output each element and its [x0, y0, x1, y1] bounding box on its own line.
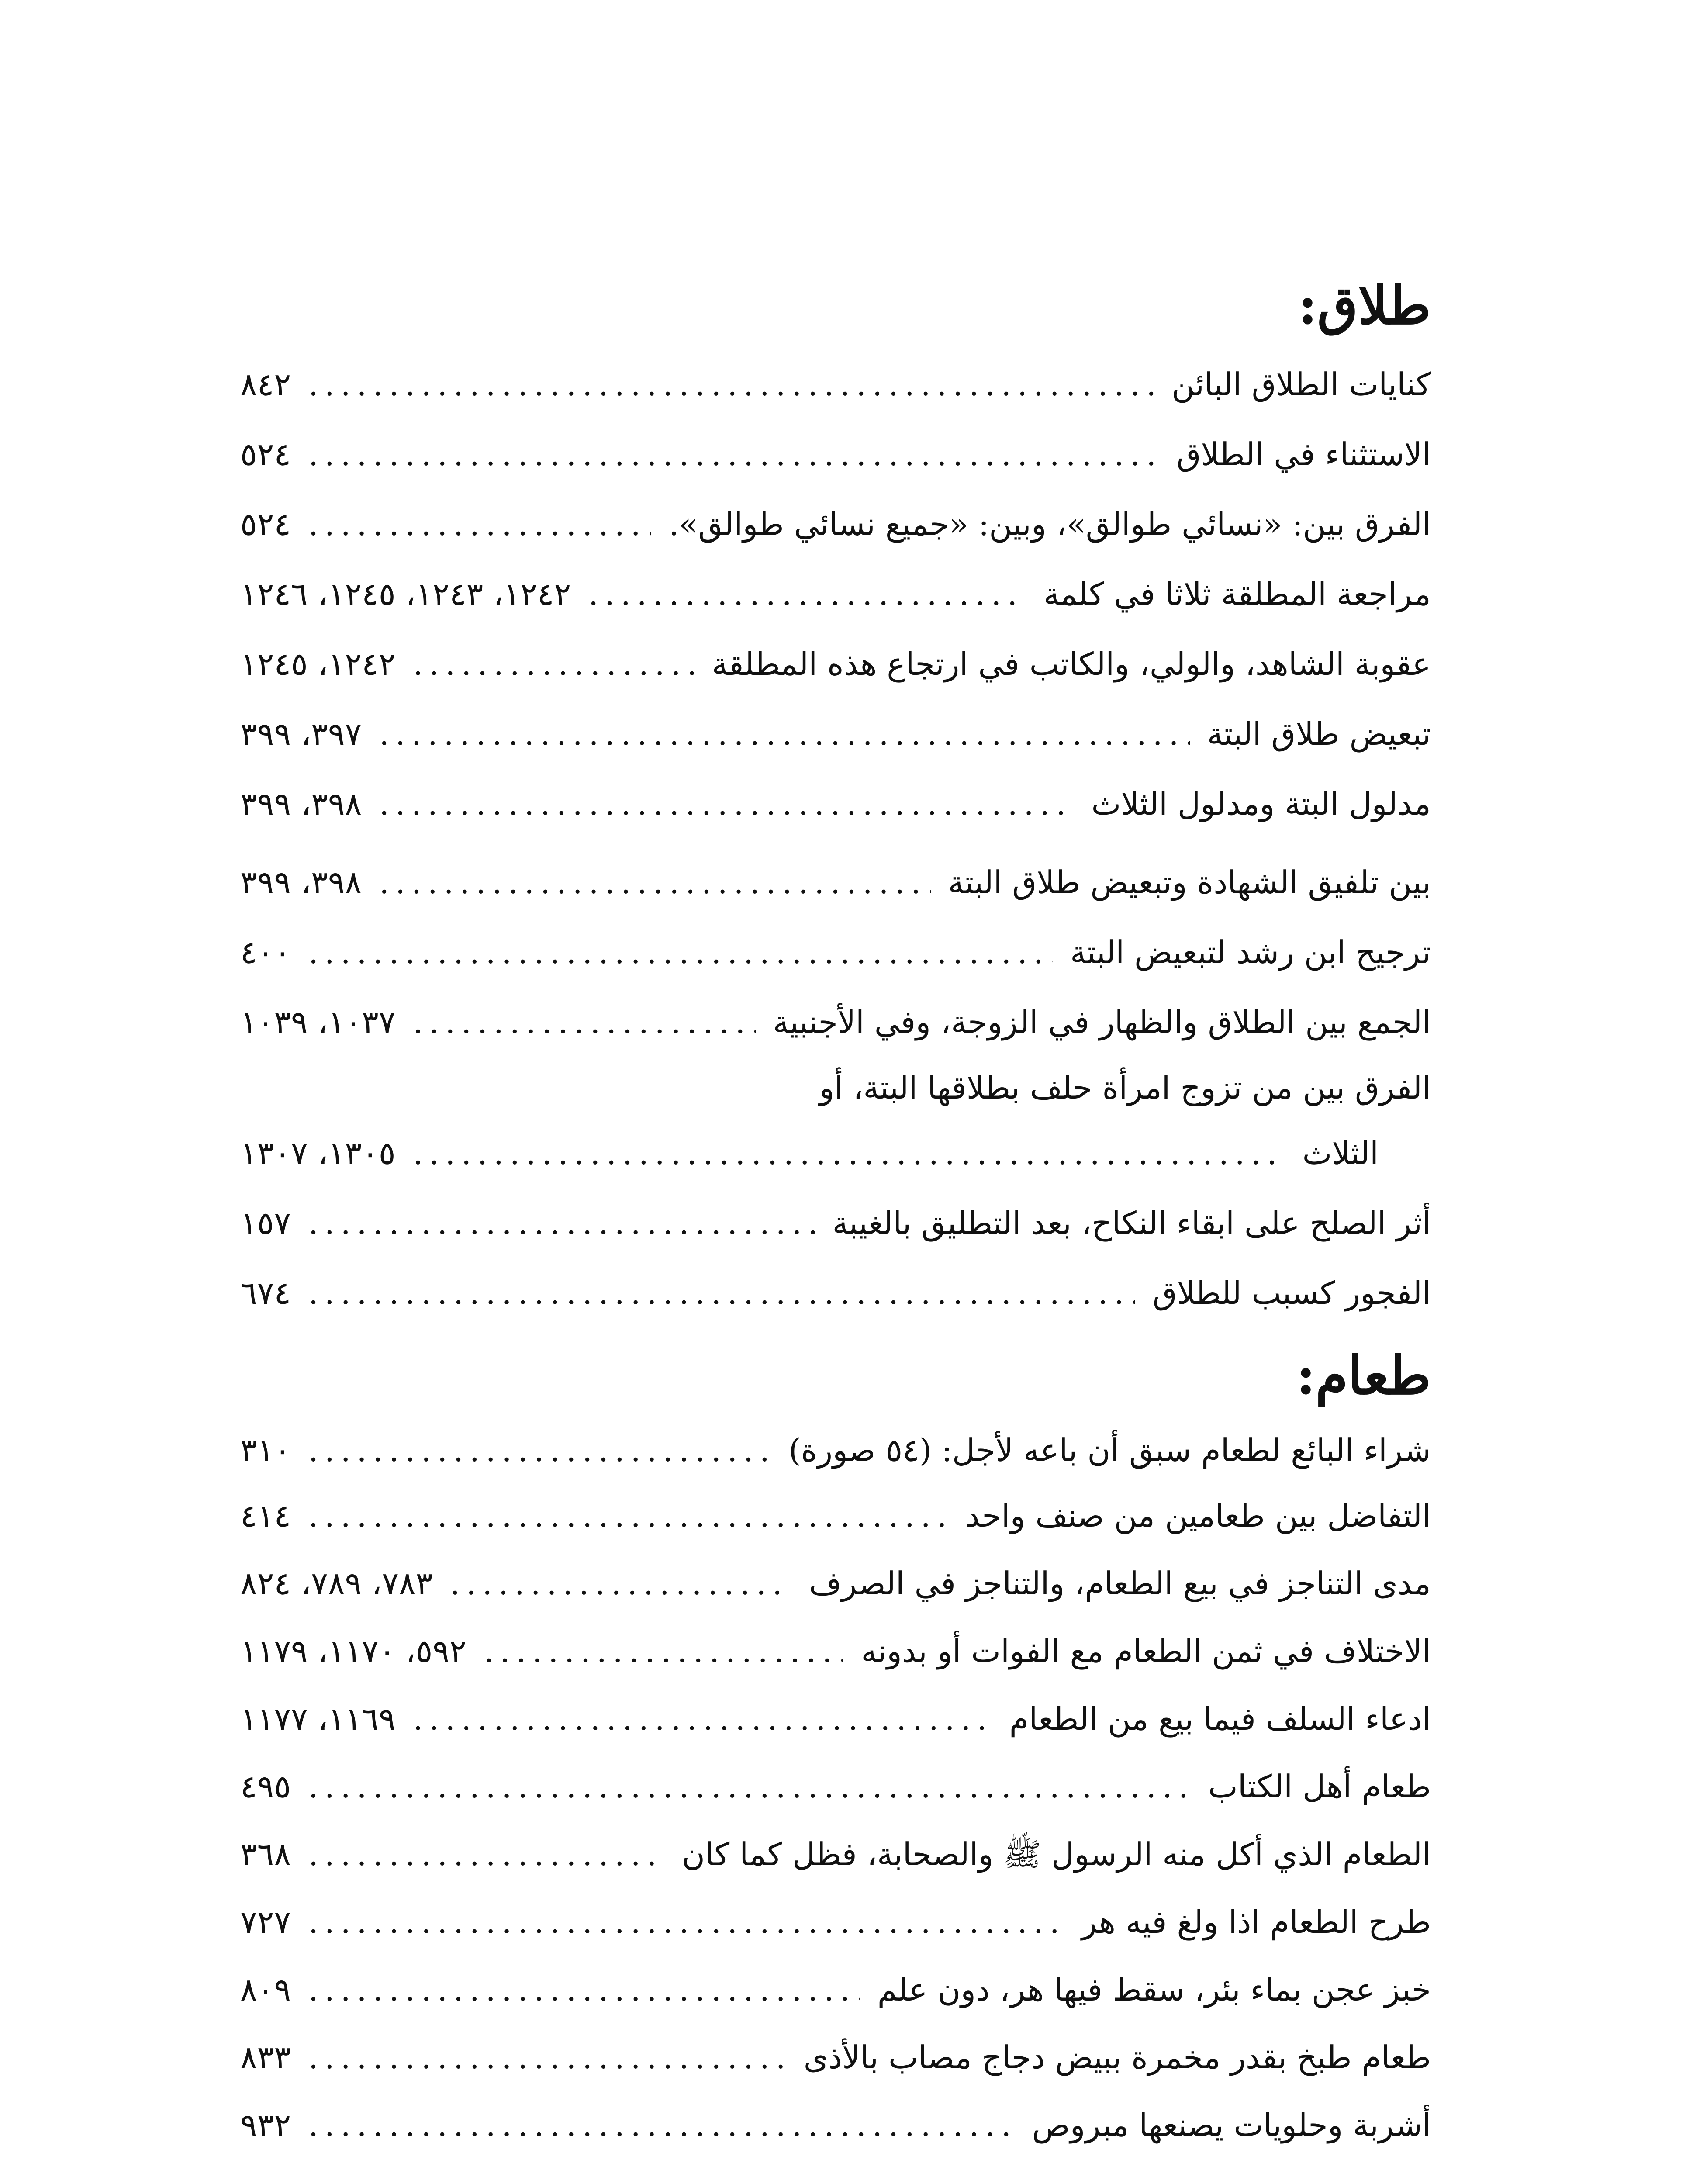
entry-label: كنايات الطلاق البائن	[1171, 366, 1431, 403]
dot-leader	[308, 2042, 786, 2073]
dot-leader	[308, 1906, 1064, 1938]
entry-label: مراجعة المطلقة ثلاثا في كلمة	[1043, 576, 1431, 612]
entry-pages: ٣٩٨، ٣٩٩	[240, 785, 362, 822]
dot-leader	[413, 1703, 992, 1735]
index-entry	[240, 1756, 1431, 1817]
dot-leader	[484, 1635, 844, 1667]
index-entry	[240, 1262, 1431, 1324]
entry-pages: ٦٧٤	[240, 1275, 291, 1311]
entry-pages: ٩٣٢	[240, 2107, 291, 2143]
dot-leader	[379, 867, 930, 898]
entry-pages: ١٢٤٢، ١٢٤٣، ١٢٤٥، ١٢٤٦	[240, 576, 571, 612]
entry-pages: ١٢٤٢، ١٢٤٥	[240, 646, 396, 682]
index-entry	[240, 1553, 1431, 1614]
dot-leader	[308, 936, 1053, 968]
entry-pages: ٤٠٠	[240, 934, 291, 971]
entry-label: الفرق بين: «نسائي طوالق»، وبين: «جميع نسائي طوالق».	[669, 506, 1431, 543]
index-entry	[240, 992, 1431, 1053]
entry-pages: ٣٩٨، ٣٩٩	[240, 864, 362, 901]
dot-leader	[413, 1137, 1285, 1169]
index-entry	[240, 1420, 1431, 1481]
entry-label: طعام أهل الكتاب	[1208, 1768, 1431, 1805]
index-entry	[240, 1621, 1431, 1682]
dot-leader	[308, 1277, 1135, 1309]
dot-leader	[379, 788, 1074, 819]
dot-leader	[308, 1434, 771, 1466]
index-entry	[240, 1057, 1431, 1118]
entry-pages: ١٥٧	[240, 1205, 291, 1241]
section-heading-talaq: طلاق:	[1298, 275, 1431, 336]
dot-leader	[308, 1838, 664, 1870]
index-entry	[240, 1123, 1431, 1184]
entry-label: مدى التناجز في بيع الطعام، والتناجز في الصرف	[808, 1565, 1431, 1602]
entry-label: الطعام الذي أكل منه الرسول ﷺ والصحابة، فظل كما كان	[682, 1836, 1431, 1873]
index-entry	[240, 852, 1431, 913]
index-entry	[240, 1192, 1431, 1254]
entry-label: مدلول البتة ومدلول الثلاث	[1091, 785, 1431, 822]
entry-label: ترجيح ابن رشد لتبعيض البتة	[1070, 934, 1431, 971]
entry-label: أثر الصلح على ابقاء النكاح، بعد التطليق بالغيبة	[832, 1205, 1431, 1241]
index-entry	[240, 424, 1431, 485]
index-entry	[240, 1891, 1431, 1952]
dot-leader	[379, 718, 1190, 750]
dot-leader	[308, 1207, 815, 1239]
entry-label: الجمع بين الطلاق والظهار في الزوجة، وفي الأجنبية	[773, 1004, 1431, 1040]
entry-pages: ٨٤٢	[240, 366, 291, 403]
dot-leader	[308, 369, 1154, 400]
entry-pages: ٥٩٢، ١١٧٠، ١١٧٩	[240, 1633, 466, 1669]
index-entry	[240, 494, 1431, 555]
entry-label: الثلاث	[1302, 1135, 1379, 1171]
dot-leader	[413, 648, 694, 680]
entry-label: الاستثناء في الطلاق	[1176, 436, 1431, 473]
dot-leader	[588, 578, 1026, 610]
index-entry	[240, 1688, 1431, 1749]
entry-pages: ٥٢٤	[240, 506, 291, 543]
entry-pages: ٤٩٥	[240, 1768, 291, 1805]
section-heading-taam: طعام:	[1296, 1345, 1431, 1406]
entry-pages: ٧٨٣، ٧٨٩، ٨٢٤	[240, 1565, 433, 1602]
index-entry	[240, 354, 1431, 415]
entry-label: طرح الطعام اذا ولغ فيه هر	[1081, 1904, 1431, 1940]
entry-label: ادعاء السلف فيما بيع من الطعام	[1009, 1700, 1431, 1737]
entry-pages: ٥٢٤	[240, 436, 291, 473]
entry-pages: ٤١٤	[240, 1497, 291, 1534]
index-entry	[240, 1959, 1431, 2020]
entry-pages: ٨٠٩	[240, 1971, 291, 2008]
entry-label: خبز عجن بماء بئر، سقط فيها هر، دون علم	[877, 1971, 1431, 2008]
index-entry	[240, 563, 1431, 625]
entry-pages: ٧٢٧	[240, 1904, 291, 1940]
entry-label: شراء البائع لطعام سبق أن باعه لأجل: (٥٤ صورة)	[788, 1432, 1431, 1469]
dot-leader	[308, 1771, 1191, 1802]
index-entry	[240, 773, 1431, 834]
entry-pages: ٣٩٧، ٣٩٩	[240, 715, 362, 752]
entry-label: طعام طبخ بقدر مخمرة ببيض دجاج مصاب بالأذى	[803, 2039, 1431, 2076]
entry-pages: ١٠٣٧، ١٠٣٩	[240, 1004, 396, 1040]
entry-pages: ٣٦٨	[240, 1836, 291, 1873]
index-entry	[240, 703, 1431, 764]
entry-label: عقوبة الشاهد، والولي، والكاتب في ارتجاع هذه المطلقة	[712, 646, 1431, 682]
index-entry	[240, 2094, 1431, 2156]
dot-leader	[308, 508, 651, 540]
entry-pages: ١١٦٩، ١١٧٧	[240, 1700, 396, 1737]
dot-leader	[308, 1500, 948, 1531]
dot-leader	[308, 1974, 860, 2005]
index-entry	[240, 922, 1431, 983]
dot-leader	[308, 2109, 1015, 2141]
entry-label: الاختلاف في ثمن الطعام مع الفوات أو بدونه	[861, 1633, 1431, 1669]
entry-pages: ٨٣٣	[240, 2039, 291, 2076]
entry-pages: ١٣٠٥، ١٣٠٧	[240, 1135, 396, 1171]
index-entry	[240, 2027, 1431, 2088]
index-entry	[240, 633, 1431, 695]
entry-label: بين تلفيق الشهادة وتبعيض طلاق البتة	[948, 864, 1431, 901]
dot-leader	[450, 1568, 791, 1599]
index-entry	[240, 1485, 1431, 1546]
entry-label: تبعيض طلاق البتة	[1207, 715, 1431, 752]
entry-label: التفاضل بين طعامين من صنف واحد	[965, 1497, 1431, 1534]
dot-leader	[308, 439, 1159, 470]
index-entry	[240, 1824, 1431, 1885]
entry-label: الفجور كسبب للطلاق	[1152, 1275, 1431, 1311]
entry-label: أشربة وحلويات يصنعها مبروص	[1032, 2107, 1431, 2143]
dot-leader	[413, 1006, 756, 1038]
entry-label: الفرق بين من تزوج امرأة حلف بطلاقها البتة، أو	[819, 1069, 1431, 1106]
entry-pages: ٣١٠	[240, 1432, 291, 1469]
